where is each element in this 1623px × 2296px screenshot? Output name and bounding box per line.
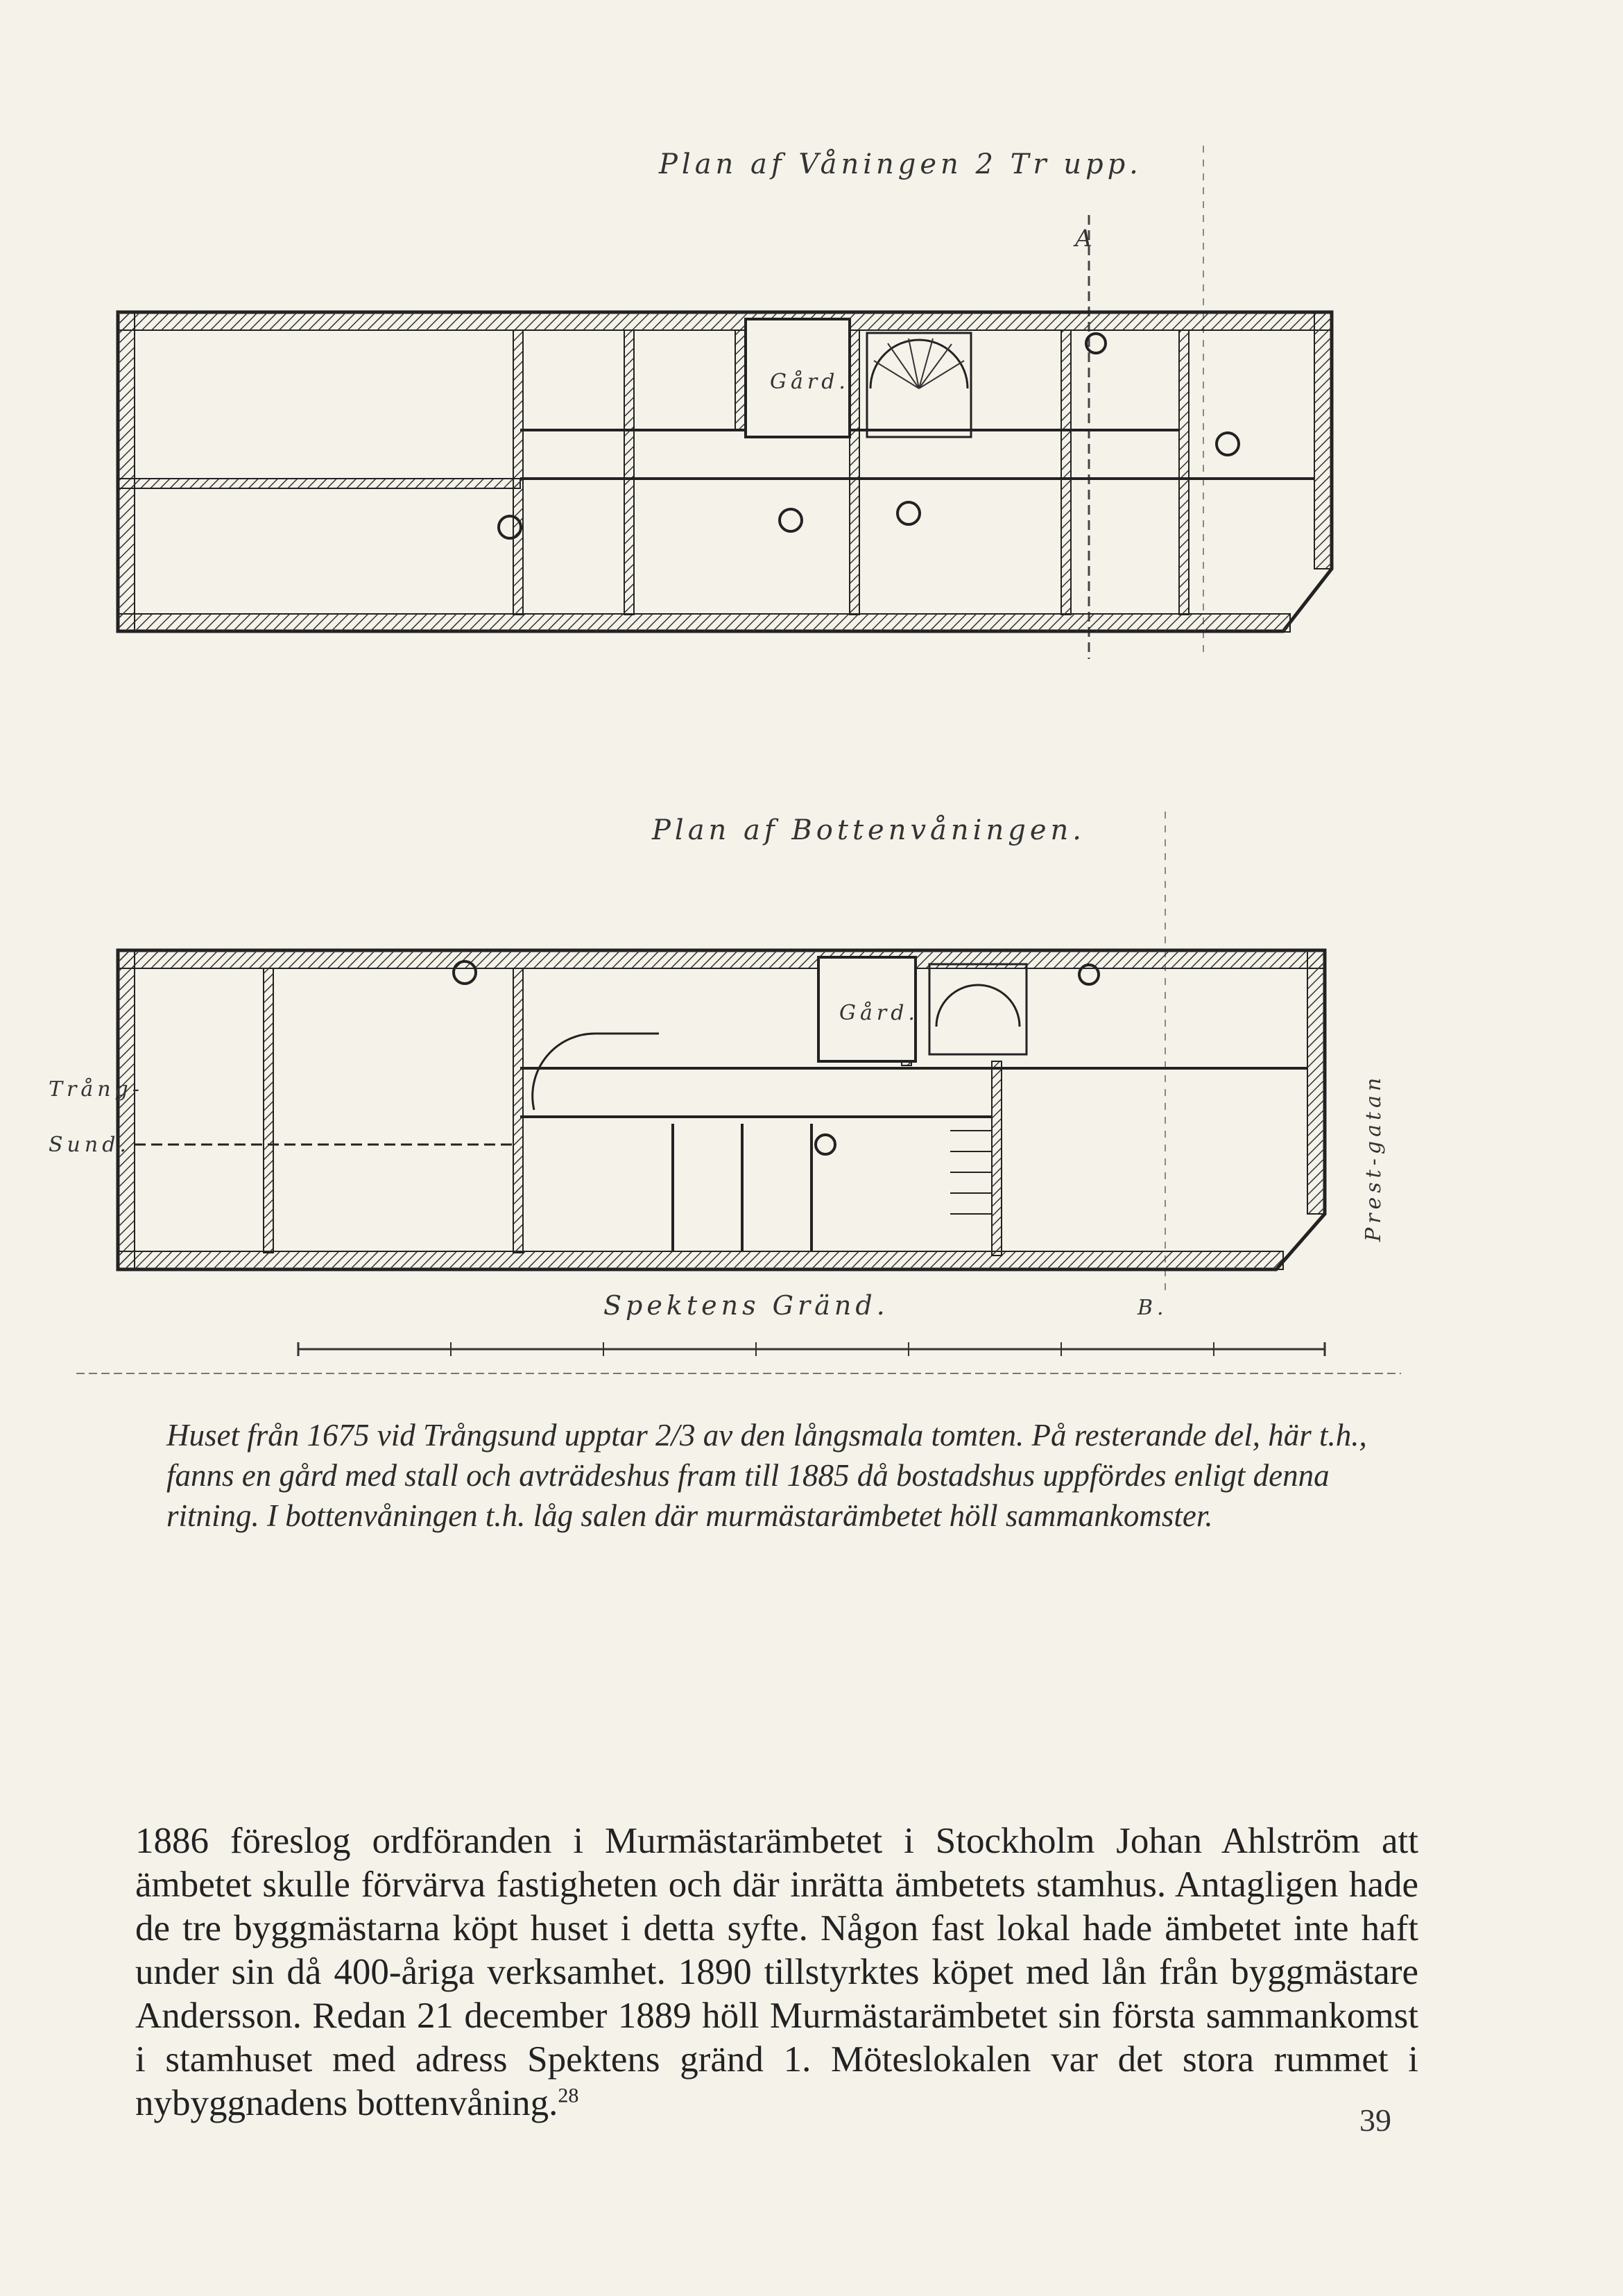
- upper-spiral-stair: [867, 333, 971, 437]
- lower-floor-plan: [49, 812, 1401, 1373]
- bottom-street-label: Spektens Gränd.: [603, 1290, 889, 1321]
- lower-plan-title: Plan af Bottenvåningen.: [652, 814, 1085, 846]
- upper-courtyard-label: Gård.: [770, 370, 850, 394]
- floor-plans-drawing: [49, 132, 1422, 1436]
- section-marker-b: B.: [1137, 1296, 1168, 1320]
- right-street-label: Prest-gatan: [1362, 1073, 1386, 1242]
- lower-stairs: [533, 964, 1027, 1214]
- body-paragraph: [135, 1819, 1418, 2125]
- left-street-label-1: Trång-: [49, 1077, 144, 1102]
- figure-caption: Huset från 1675 vid Trångsund upptar 2/3 av den långsmala tomten. På resterande del, här t.h., fanns en gård med stall och avträdeshus fram till 1885 då bostadshus uppfördes enligt denna ritning. I bottenvåningen t.h. låg salen där murmästarämbetet höll sammankomster.: [166, 1418, 1367, 1533]
- scale-bar: [76, 1342, 1401, 1373]
- section-marker-a: A: [1075, 225, 1097, 252]
- body-text: 1886 föreslog ordföranden i Murmästarämbetet i Stockholm Johan Ahlström att ämbetet skulle förvärva fastigheten och där inrätta ämbetets stamhus. Antagligen hade de tre byggmästarna köpt huset i detta syfte. Någon fast lokal hade ämbetet inte haft under sin då 400-åriga verksamhet. 1890 tillstyrktes köpet med lån från byggmästare Andersson. Redan 21 december 1889 höll Murmästarämbetet sin första sammankomst i stamhuset med adress Spektens gränd 1. Möteslokalen var det stora rummet i nybyggnadens bottenvåning.: [135, 1821, 1418, 2123]
- page-number: 39: [1359, 2102, 1391, 2138]
- upper-floor-plan: [118, 146, 1332, 659]
- lower-courtyard-label: Gård.: [839, 1001, 919, 1025]
- left-street-label-2: Sund.: [49, 1133, 130, 1157]
- footnote-reference: 28: [558, 2084, 579, 2107]
- upper-plan-title: Plan af Våningen 2 Tr upp.: [659, 148, 1142, 180]
